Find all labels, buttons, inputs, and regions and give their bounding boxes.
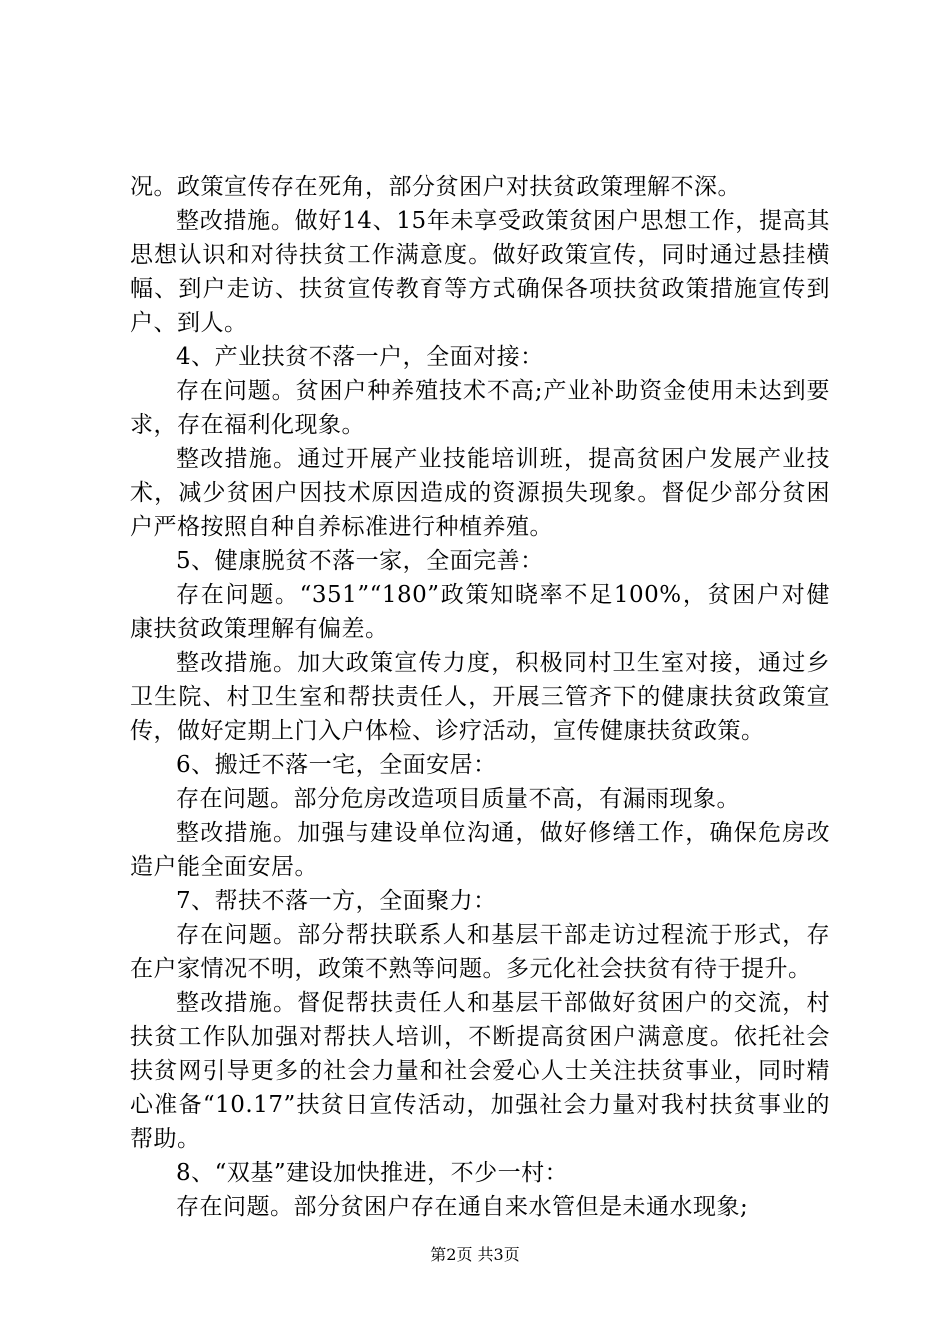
page-footer: [0, 1244, 950, 1266]
paragraph-3: 存在问题。贫困户种养殖技术不高;产业补助资金使用未达到要求，存在福利化现象。: [130, 378, 830, 438]
paragraph-2: 4、产业扶贫不落一户，全面对接：: [176, 344, 544, 370]
paragraph-12: 存在问题。部分帮扶联系人和基层干部走访过程流于形式，存在户家情况不明，政策不熟等问题。多元化社会扶贫有待于提升。: [130, 922, 830, 982]
paragraph-7: 整改措施。加大政策宣传力度，积极同村卫生室对接，通过乡卫生院、村卫生室和帮扶责任人，开展三管齐下的健康扶贫政策宣传，做好定期上门入户体检、诊疗活动，宣传健康扶贫政策。: [130, 650, 830, 744]
paragraph-1: 整改措施。做好14、15年未享受政策贫困户思想工作，提高其思想认识和对待扶贫工作满意度。做好政策宣传，同时通过悬挂横幅、到户走访、扶贫宣传教育等方式确保各项扶贫政策措施宣传到户、到人。: [130, 208, 830, 336]
document-body: [130, 170, 830, 1224]
paragraph-0: 况。政策宣传存在死角，部分贫困户对扶贫政策理解不深。: [130, 174, 741, 200]
paragraph-5: 5、健康脱贫不落一家，全面完善：: [176, 548, 544, 574]
paragraph-6: 存在问题。“351”“180”政策知晓率不足100%，贫困户对健康扶贫政策理解有偏差。: [130, 582, 830, 642]
paragraph-9: 存在问题。部分危房改造项目质量不高，有漏雨现象。: [176, 786, 740, 812]
paragraph-14: 8、“双基”建设加快推进，不少一村：: [176, 1160, 569, 1186]
page-number-label: 第2页 共3页: [430, 1245, 520, 1264]
paragraph-11: 7、帮扶不落一方，全面聚力：: [176, 888, 497, 914]
paragraph-13: 整改措施。督促帮扶责任人和基层干部做好贫困户的交流，村扶贫工作队加强对帮扶人培训，不断提高贫困户满意度。依托社会扶贫网引导更多的社会力量和社会爱心人士关注扶贫事业，同时精心准备“10.17”扶贫日宣传活动，加强社会力量对我村扶贫事业的帮助。: [130, 990, 830, 1152]
paragraph-4: 整改措施。通过开展产业技能培训班，提高贫困户发展产业技术，减少贫困户因技术原因造成的资源损失现象。督促少部分贫困户严格按照自种自养标准进行种植养殖。: [130, 446, 830, 540]
paragraph-8: 6、搬迁不落一宅，全面安居：: [176, 752, 497, 778]
paragraph-15: 存在问题。部分贫困户存在通自来水管但是未通水现象;: [176, 1194, 749, 1220]
paragraph-10: 整改措施。加强与建设单位沟通，做好修缮工作，确保危房改造户能全面安居。: [130, 820, 830, 880]
